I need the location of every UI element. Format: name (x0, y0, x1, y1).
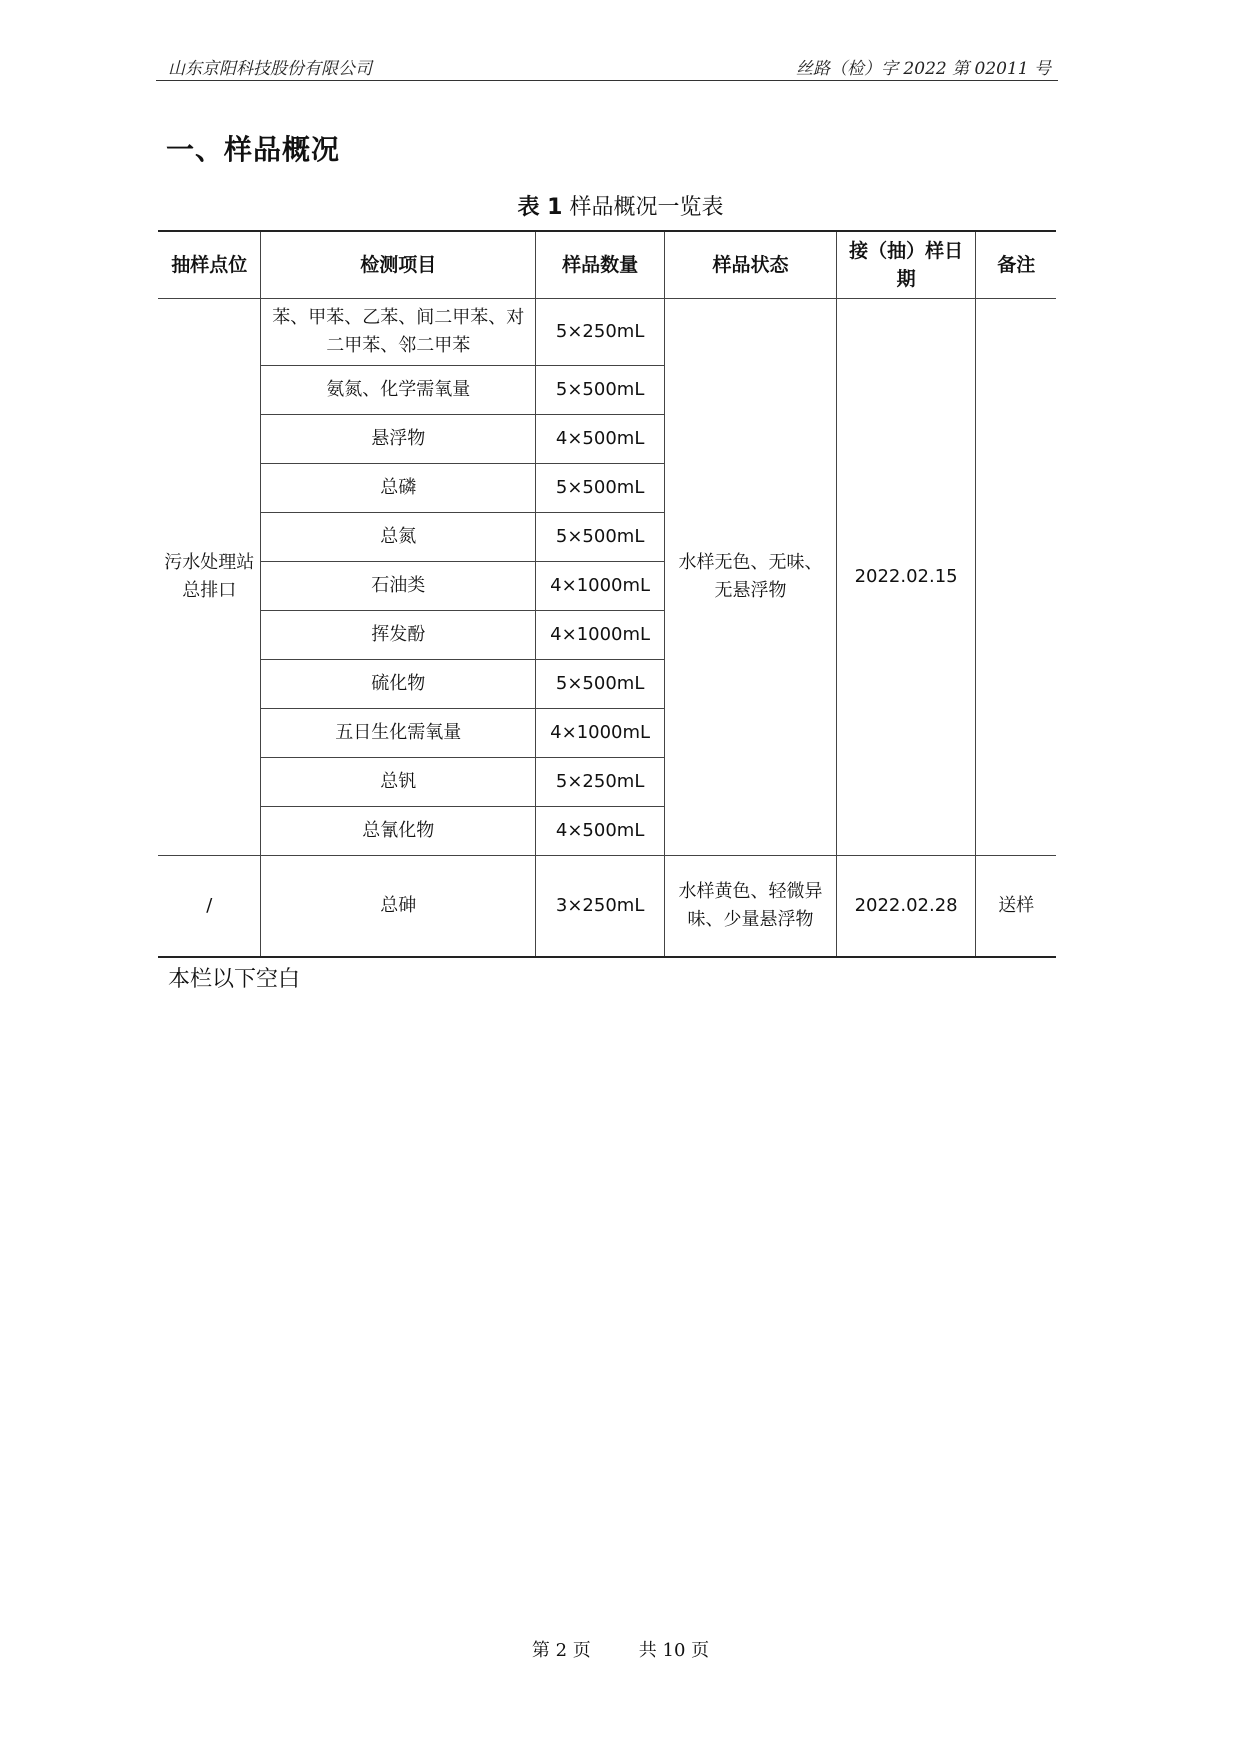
page-footer (0, 1636, 1241, 1662)
quantity-cell: 5×250mL (536, 299, 665, 366)
quantity-cell: 4×1000mL (536, 709, 665, 758)
table-caption-text: 样品概况一览表 (569, 195, 724, 220)
quantity-cell: 3×250mL (536, 856, 665, 958)
sample-status-cell: 水样黄色、轻微异味、少量悬浮物 (665, 856, 837, 958)
table-row (158, 856, 1056, 958)
test-item-cell: 苯、甲苯、乙苯、间二甲苯、对二甲苯、邻二甲苯 (261, 299, 536, 366)
header-report-number: 丝路（检）字 2022 第 02011 号 (796, 59, 1051, 79)
quantity-cell: 5×500mL (536, 660, 665, 709)
quantity-cell: 4×500mL (536, 415, 665, 464)
quantity-cell: 4×500mL (536, 807, 665, 856)
test-item-cell: 总砷 (261, 856, 536, 958)
test-item-cell: 悬浮物 (261, 415, 536, 464)
table-caption (0, 190, 1241, 221)
test-item-cell: 总氰化物 (261, 807, 536, 856)
header-remark: 备注 (976, 231, 1056, 299)
page-number: 第 2 页 (531, 1640, 591, 1661)
quantity-cell: 5×250mL (536, 758, 665, 807)
test-item-cell: 石油类 (261, 562, 536, 611)
table-caption-number: 表 1 (517, 195, 563, 220)
quantity-cell: 5×500mL (536, 366, 665, 415)
sampling-point-cell: / (158, 856, 261, 958)
test-item-cell: 五日生化需氧量 (261, 709, 536, 758)
sample-status-cell: 水样无色、无味、无悬浮物 (665, 299, 837, 856)
quantity-cell: 5×500mL (536, 464, 665, 513)
test-item-cell: 硫化物 (261, 660, 536, 709)
quantity-cell: 4×1000mL (536, 562, 665, 611)
quantity-cell: 5×500mL (536, 513, 665, 562)
sampling-date-cell: 2022.02.15 (836, 299, 976, 856)
header-sampling-date: 接（抽）样日期 (836, 231, 976, 299)
test-item-cell: 总磷 (261, 464, 536, 513)
table-header-row (158, 231, 1056, 299)
header-sampling-point: 抽样点位 (158, 231, 261, 299)
header-company: 山东京阳科技股份有限公司 (168, 59, 372, 79)
remark-cell (976, 299, 1056, 856)
test-item-cell: 挥发酚 (261, 611, 536, 660)
blank-below-note: 本栏以下空白 (168, 967, 301, 992)
sampling-date-cell: 2022.02.28 (836, 856, 976, 958)
sampling-point-cell: 污水处理站总排口 (158, 299, 261, 856)
table-row (158, 299, 1056, 366)
sample-summary-table (158, 230, 1056, 958)
test-item-cell: 氨氮、化学需氧量 (261, 366, 536, 415)
section-title: 一、样品概况 (166, 133, 341, 166)
page-total: 共 10 页 (638, 1640, 710, 1661)
test-item-cell: 总钒 (261, 758, 536, 807)
header-sample-status: 样品状态 (665, 231, 837, 299)
header-sample-quantity: 样品数量 (536, 231, 665, 299)
remark-cell: 送样 (976, 856, 1056, 958)
header-rule (156, 80, 1058, 81)
header-test-item: 检测项目 (261, 231, 536, 299)
test-item-cell: 总氮 (261, 513, 536, 562)
quantity-cell: 4×1000mL (536, 611, 665, 660)
